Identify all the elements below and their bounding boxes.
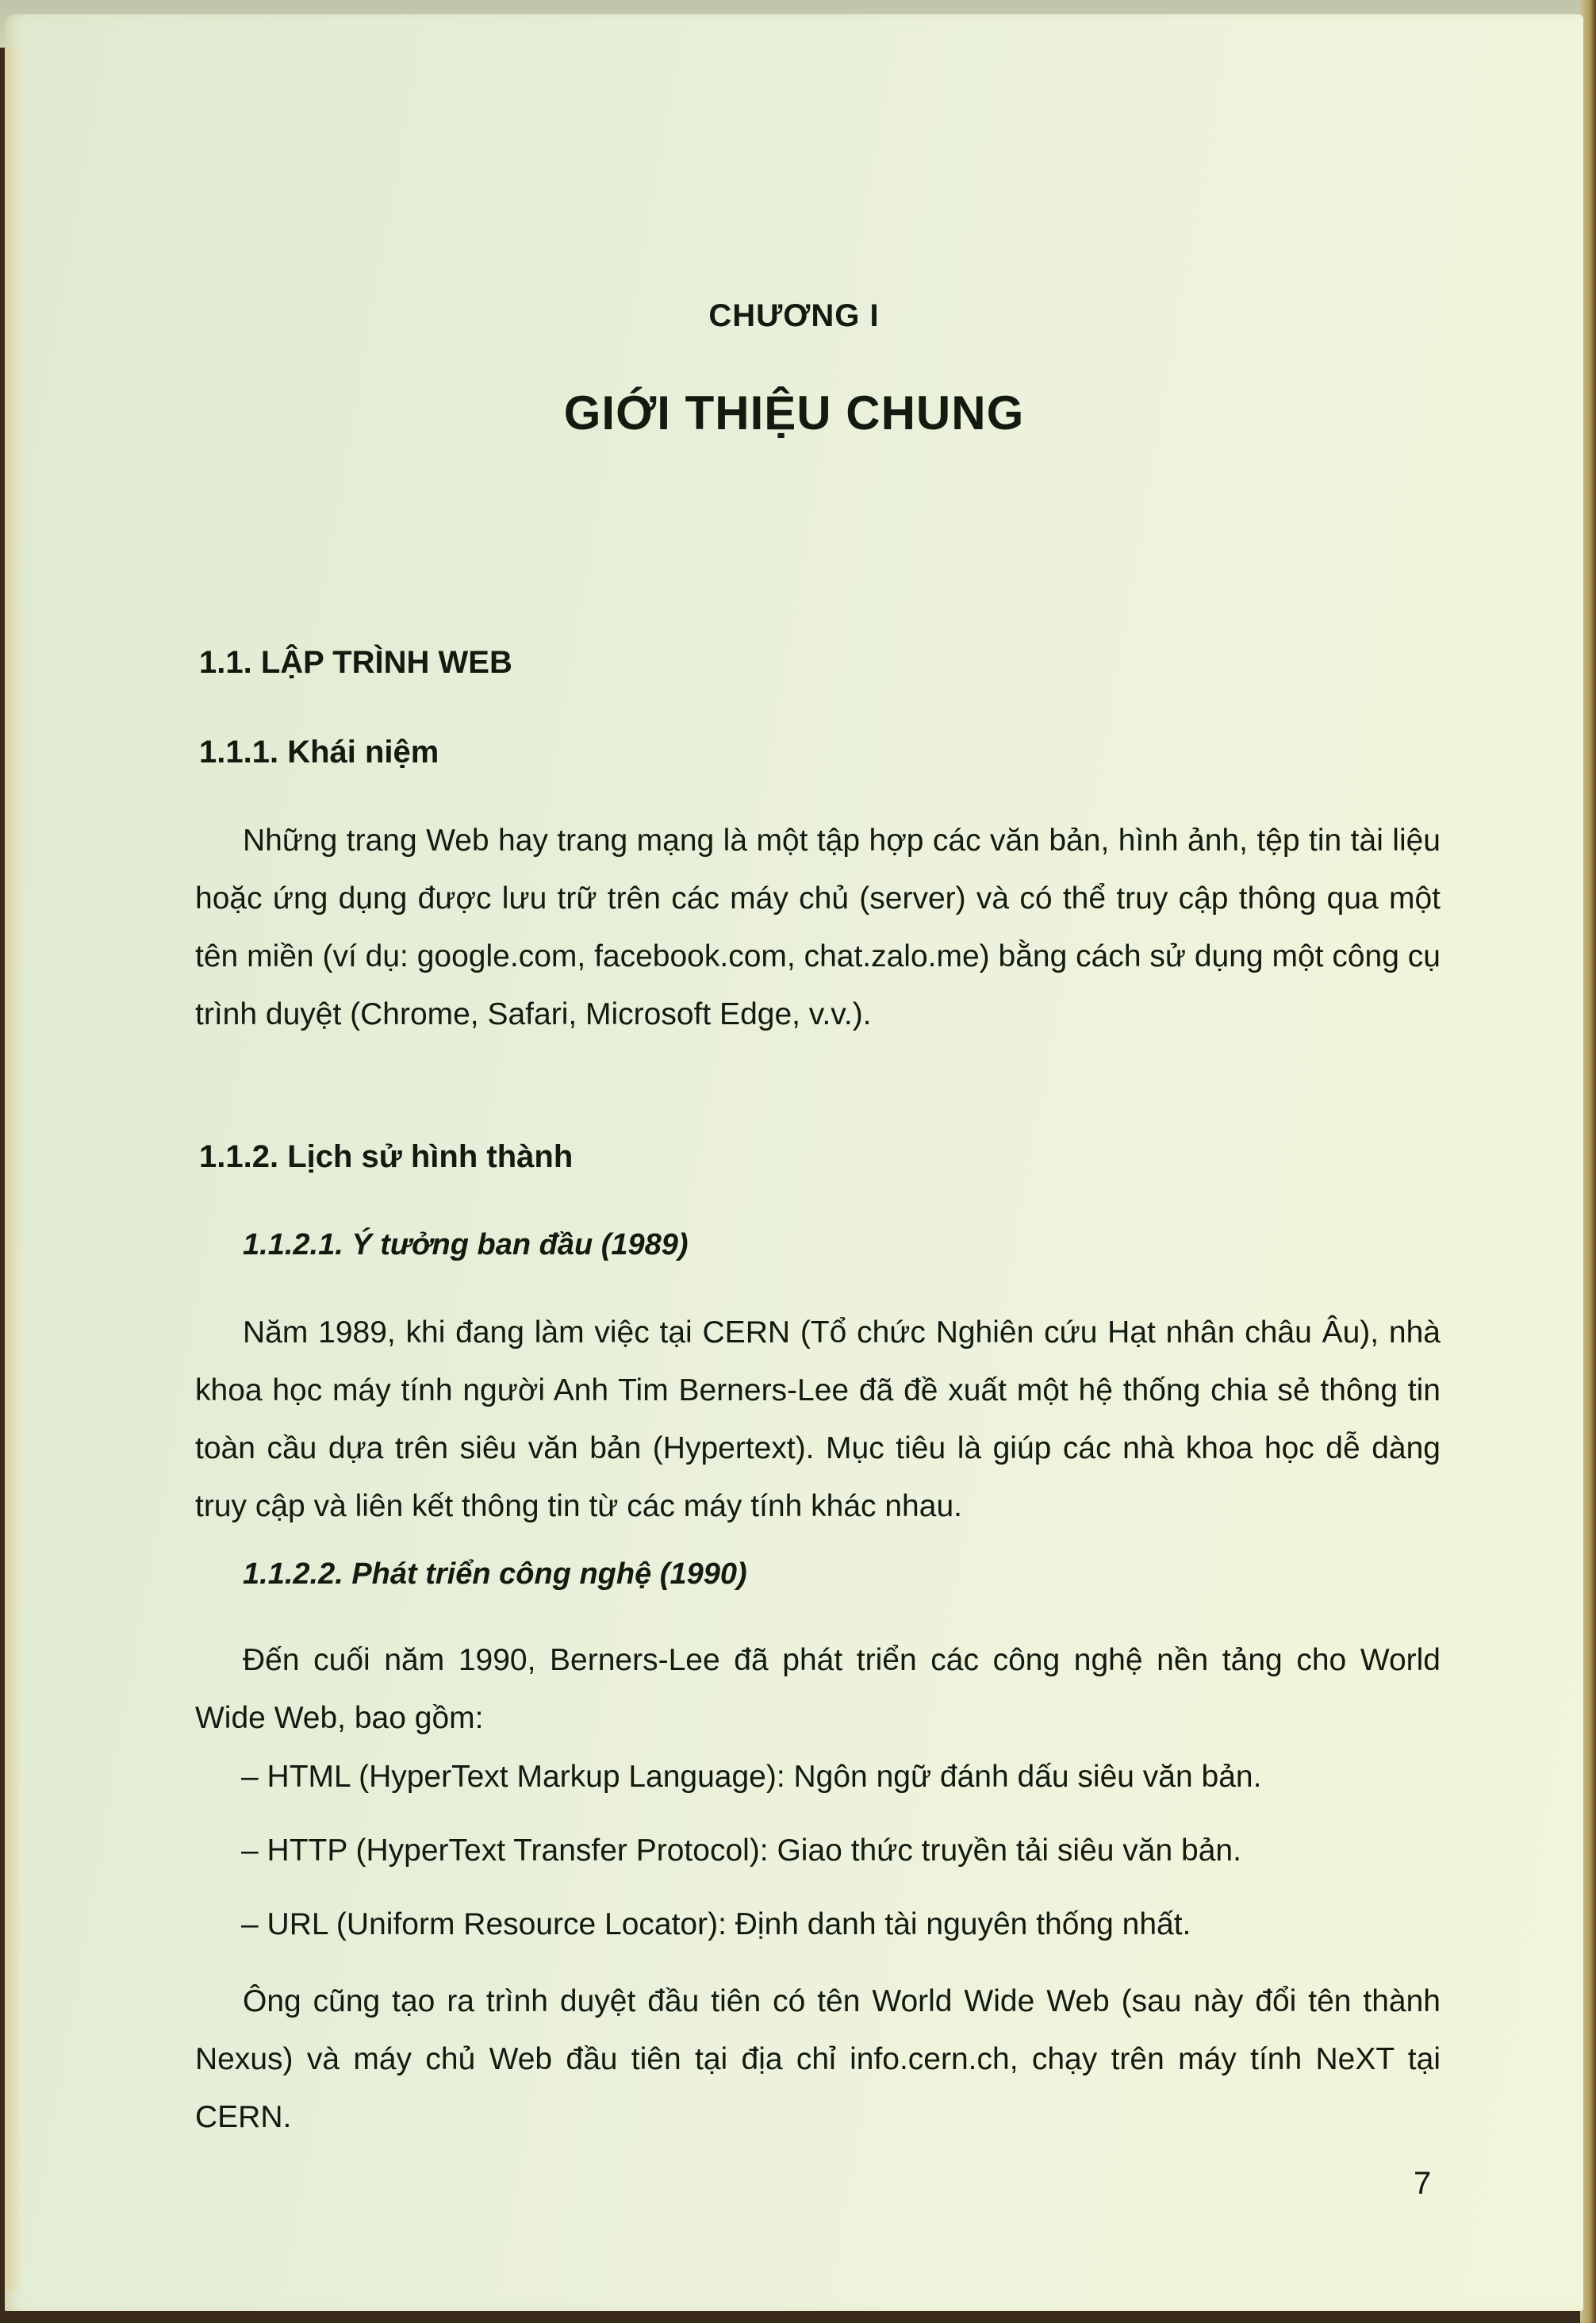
- book-page: [5, 14, 1583, 2311]
- subsection-heading-concept: 1.1.1. Khái niệm: [199, 735, 439, 770]
- chapter-label: CHƯƠNG I: [708, 298, 880, 333]
- paragraph-idea: Năm 1989, khi đang làm việc tại CERN (Tổ chức Nghiên cứu Hạt nhân châu Âu), nhà khoa học máy tính người Anh Tim Berners-Lee đã đề xuất một hệ thống chia sẻ thông tin toàn cầu dựa trên siêu văn bản (Hypertext). Mục tiêu là giúp các nhà khoa học dễ dàng truy cập và liên kết thông tin từ các máy tính khác nhau.: [195, 1315, 1441, 1523]
- subsubsection-heading-tech: 1.1.2.2. Phát triển công nghệ (1990): [243, 1557, 747, 1591]
- page-number: 7: [1414, 2166, 1432, 2201]
- bullet-html: – HTML (HyperText Markup Language): Ngôn ngữ đánh dấu siêu văn bản.: [241, 1760, 1262, 1794]
- paragraph-concept: Những trang Web hay trang mạng là một tập hợp các văn bản, hình ảnh, tệp tin tài liệu hoặc ứng dụng được lưu trữ trên các máy chủ (server) và có thể truy cập thông qua một tên miền (ví dụ: google.com, facebook.com, chat.zalo.me) bằng cách sử dụng một công cụ trình duyệt (Chrome, Safari, Microsoft Edge, v.v.).: [195, 824, 1441, 1031]
- page-content: [5, 14, 1583, 2311]
- bullet-http: – HTTP (HyperText Transfer Protocol): Giao thức truyền tải siêu văn bản.: [241, 1833, 1241, 1868]
- bullet-url: – URL (Uniform Resource Locator): Định danh tài nguyên thống nhất.: [241, 1907, 1191, 1941]
- subsubsection-heading-idea: 1.1.2.1. Ý tưởng ban đầu (1989): [243, 1228, 689, 1261]
- subsection-heading-history: 1.1.2. Lịch sử hình thành: [199, 1139, 574, 1174]
- chapter-title: GIỚI THIỆU CHUNG: [563, 386, 1025, 440]
- paragraph-tech-closing: Ông cũng tạo ra trình duyệt đầu tiên có tên World Wide Web (sau này đổi tên thành Nexus) và máy chủ Web đầu tiên tại địa chỉ info.cern.ch, chạy trên máy tính NeXT tại CERN.: [195, 1984, 1441, 2134]
- section-heading-web-programming: 1.1. LẬP TRÌNH WEB: [199, 645, 512, 680]
- paragraph-tech-intro: Đến cuối năm 1990, Berners-Lee đã phát triển các công nghệ nền tảng cho World Wide Web, bao gồm:: [195, 1643, 1441, 1735]
